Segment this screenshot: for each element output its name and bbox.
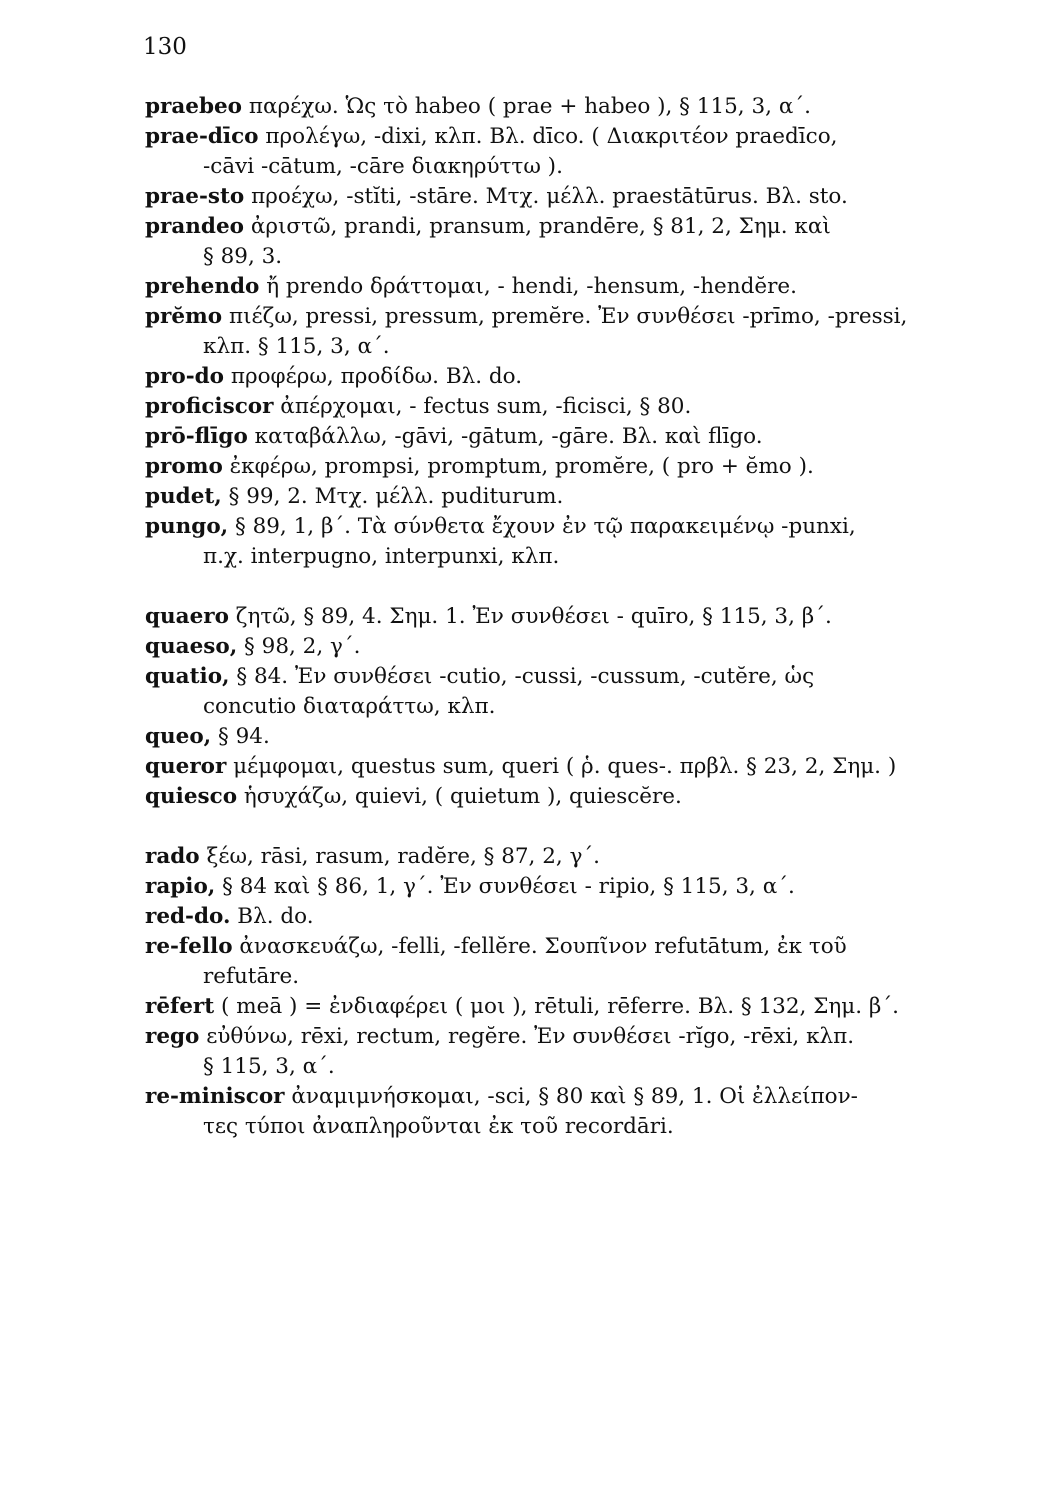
group-gap	[145, 812, 1005, 842]
entry-headword: proficiscor	[145, 394, 274, 419]
dictionary-entry	[145, 842, 1005, 872]
entry-headword: prae-dīco	[145, 124, 259, 149]
entry-headword: prō-flīgo	[145, 424, 248, 449]
entry-definition-text: παρέχω. Ὡς τὸ habeo ( prae + habeo ), § 115, 3, α΄.	[242, 94, 811, 119]
entry-definition-text: concutio διαταράττω, κλπ.	[203, 694, 496, 719]
entry-continuation-line	[145, 542, 1005, 572]
entry-headword: prae-sto	[145, 184, 245, 209]
entry-first-line	[145, 632, 1005, 662]
entry-first-line	[145, 1022, 1005, 1052]
entry-definition-text: refutāre.	[203, 964, 300, 989]
entry-first-line	[145, 272, 1005, 302]
dictionary-entry	[145, 482, 1005, 512]
dictionary-entry	[145, 1082, 1005, 1142]
entry-first-line	[145, 452, 1005, 482]
entry-definition-text: ξέω, rāsi, rasum, radĕre, § 87, 2, γ΄.	[199, 844, 601, 869]
entry-definition-text: μέμφομαι, questus sum, queri ( ῥ. ques-. πρβλ. § 23, 2, Σημ. )	[226, 754, 897, 779]
entry-first-line	[145, 482, 1005, 512]
entry-definition-text: ἤ prendo δράττομαι, - hendi, -hensum, -hendĕre.	[259, 274, 797, 299]
entry-headword: quatio,	[145, 664, 230, 689]
entry-headword: pudet,	[145, 484, 222, 509]
entry-definition-text: Βλ. do.	[230, 904, 314, 929]
dictionary-entry	[145, 602, 1005, 632]
dictionary-entry	[145, 782, 1005, 812]
entry-first-line	[145, 182, 1005, 212]
entry-continuation-line	[145, 242, 1005, 272]
entry-definition-text: ἀνασκευάζω, -felli, -fellĕre. Σουπῖνον refutātum, ἐκ τοῦ	[232, 934, 847, 959]
entry-continuation-line	[145, 152, 1005, 182]
entry-first-line	[145, 842, 1005, 872]
entry-definition-text: ἀπέρχομαι, - fectus sum, -ficisci, § 80.	[273, 394, 692, 419]
dictionary-entry	[145, 392, 1005, 422]
entry-first-line	[145, 92, 1005, 122]
entry-continuation-line	[145, 1052, 1005, 1082]
entry-definition-text: προφέρω, προδίδω. Βλ. do.	[224, 364, 523, 389]
entry-definition-text: § 84 καὶ § 86, 1, γ΄. Ἐν συνθέσει - ripio, § 115, 3, α΄.	[215, 874, 795, 899]
entry-first-line	[145, 512, 1005, 542]
dictionary-entry	[145, 272, 1005, 302]
entry-headword: prĕmo	[145, 304, 223, 329]
entry-headword: queror	[145, 754, 227, 779]
entry-definition-text: π.χ. interpugno, interpunxi, κλπ.	[203, 544, 560, 569]
entry-definition-text: § 89, 1, β΄. Τὰ σύνθετα ἔχουν ἐν τῷ παρακειμένῳ -punxi,	[228, 514, 856, 539]
dictionary-entry	[145, 302, 1005, 362]
dictionary-entry	[145, 182, 1005, 212]
entry-headword: re-fello	[145, 934, 233, 959]
entry-definition-text: ζητῶ, § 89, 4. Σημ. 1. Ἐν συνθέσει - quīro, § 115, 3, β΄.	[228, 604, 832, 629]
entry-first-line	[145, 782, 1005, 812]
entry-headword: rado	[145, 844, 200, 869]
entry-headword: rēfert	[145, 994, 215, 1019]
entry-first-line	[145, 392, 1005, 422]
dictionary-entry	[145, 722, 1005, 752]
entry-first-line	[145, 212, 1005, 242]
entry-first-line	[145, 122, 1005, 152]
entry-first-line	[145, 602, 1005, 632]
entry-headword: praebeo	[145, 94, 243, 119]
entry-definition-text: ( meā ) = ἐνδιαφέρει ( μοι ), rētuli, rēferre. Βλ. § 132, Σημ. β΄.	[214, 994, 899, 1019]
entry-first-line	[145, 992, 1005, 1022]
entry-definition-text: προέχω, -stĭti, -stāre. Μτχ. μέλλ. praestātūrus. Βλ. sto.	[244, 184, 848, 209]
entry-headword: rego	[145, 1024, 200, 1049]
dictionary-entry	[145, 422, 1005, 452]
entry-definition-text: § 89, 3.	[203, 244, 283, 269]
entry-definition-text: ἐκφέρω, prompsi, promptum, promĕre, ( pro + ĕmo ).	[222, 454, 814, 479]
entry-continuation-line	[145, 332, 1005, 362]
entry-headword: queo,	[145, 724, 212, 749]
entry-headword: promo	[145, 454, 223, 479]
entry-first-line	[145, 1082, 1005, 1112]
dictionary-entry	[145, 932, 1005, 992]
entry-definition-text: πιέζω, pressi, pressum, premĕre. Ἐν συνθέσει -prīmo, -pressi,	[222, 304, 908, 329]
entry-continuation-line	[145, 692, 1005, 722]
dictionary-entry	[145, 872, 1005, 902]
dictionary-entry	[145, 362, 1005, 392]
entry-definition-text: εὐθύνω, rēxi, rectum, regĕre. Ἐν συνθέσει -rĭgo, -rēxi, κλπ.	[199, 1024, 855, 1049]
dictionary-entry	[145, 212, 1005, 272]
entry-first-line	[145, 932, 1005, 962]
entry-definition-text: προλέγω, -dixi, κλπ. Βλ. dīco. ( Διακριτέον praedīco,	[258, 124, 838, 149]
entry-definition-text: ἀναμιμνήσκομαι, -sci, § 80 καὶ § 89, 1. Οἱ ἐλλείπον-	[284, 1084, 858, 1109]
entry-definition-text: κλπ. § 115, 3, α΄.	[203, 334, 390, 359]
page-number: 130	[143, 34, 187, 60]
entry-definition-text: § 99, 2. Μτχ. μέλλ. puditurum.	[221, 484, 564, 509]
entry-first-line	[145, 902, 1005, 932]
entry-definition-text: ἀριστῶ, prandi, pransum, prandēre, § 81, 2, Σημ. καὶ	[243, 214, 831, 239]
entry-definition-text: τες τύποι ἀναπληροῦνται ἐκ τοῦ recordāri.	[203, 1114, 674, 1139]
dictionary-entry	[145, 122, 1005, 182]
entry-definition-text: § 84. Ἐν συνθέσει -cutio, -cussi, -cussum, -cutĕre, ὡς	[229, 664, 815, 689]
dictionary-entry	[145, 752, 1005, 782]
entry-continuation-line	[145, 1112, 1005, 1142]
entry-continuation-line	[145, 962, 1005, 992]
dictionary-entry	[145, 902, 1005, 932]
dictionary-entry	[145, 512, 1005, 572]
entry-headword: re-miniscor	[145, 1084, 285, 1109]
dictionary-entry	[145, 92, 1005, 122]
entry-first-line	[145, 662, 1005, 692]
entry-headword: red-do.	[145, 904, 231, 929]
dictionary-entry	[145, 992, 1005, 1022]
entry-list	[145, 92, 1005, 1142]
entry-definition-text: § 115, 3, α΄.	[203, 1054, 335, 1079]
entry-first-line	[145, 752, 1005, 782]
entry-headword: prehendo	[145, 274, 260, 299]
entry-headword: quiesco	[145, 784, 238, 809]
entry-headword: quaero	[145, 604, 229, 629]
group-gap	[145, 572, 1005, 602]
entry-headword: prandeo	[145, 214, 244, 239]
entry-definition-text: ἡσυχάζω, quievi, ( quietum ), quiescĕre.	[237, 784, 682, 809]
entry-first-line	[145, 872, 1005, 902]
entry-definition-text: § 98, 2, γ΄.	[237, 634, 361, 659]
dictionary-entry	[145, 662, 1005, 722]
entry-headword: rapio,	[145, 874, 216, 899]
entry-first-line	[145, 422, 1005, 452]
entry-headword: pungo,	[145, 514, 229, 539]
entry-first-line	[145, 362, 1005, 392]
entry-headword: pro-do	[145, 364, 224, 389]
dictionary-entry	[145, 632, 1005, 662]
dictionary-entry	[145, 452, 1005, 482]
entry-definition-text: -cāvi -cātum, -cāre διακηρύττω ).	[203, 154, 563, 179]
entry-definition-text: καταβάλλω, -gāvi, -gātum, -gāre. Βλ. καὶ flīgo.	[247, 424, 763, 449]
entry-first-line	[145, 302, 1005, 332]
entry-definition-text: § 94.	[211, 724, 270, 749]
entry-first-line	[145, 722, 1005, 752]
dictionary-entry	[145, 1022, 1005, 1082]
entry-headword: quaeso,	[145, 634, 238, 659]
